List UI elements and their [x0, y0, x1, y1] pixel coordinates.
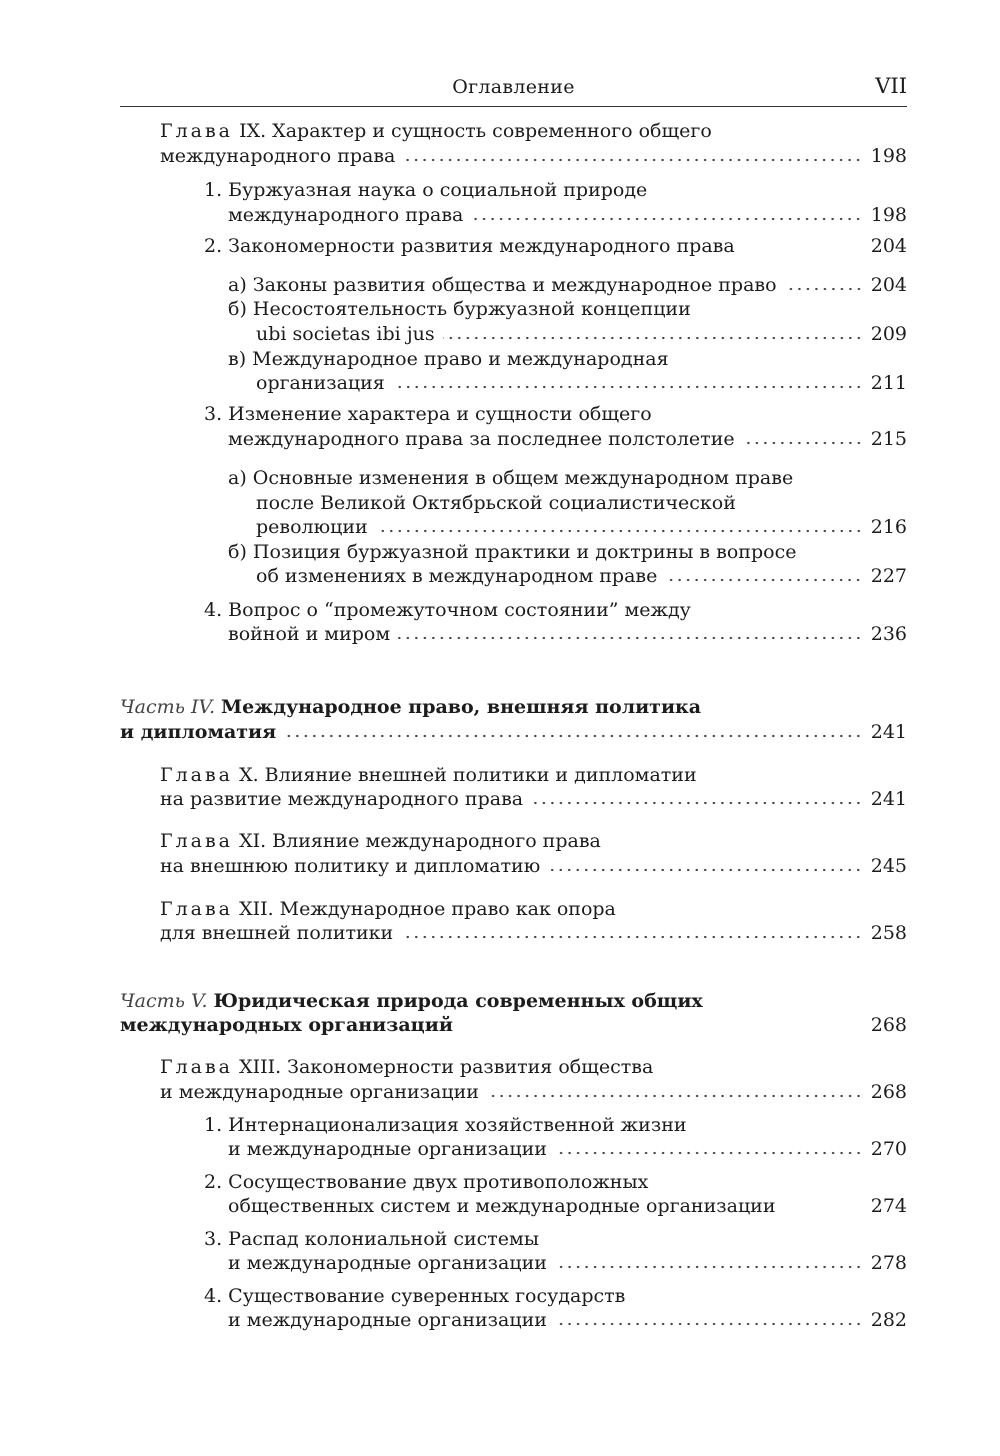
- toc-entry-text: 3. Распад колониальной системы: [204, 1228, 539, 1250]
- toc-entry-text: организация: [256, 372, 385, 394]
- dot-leader: [398, 636, 863, 640]
- dot-leader: [401, 935, 863, 939]
- dot-leader: [555, 1151, 863, 1155]
- dot-leader: [785, 287, 863, 291]
- page-number: VII: [875, 74, 907, 98]
- toc-entry-ix-2b[interactable]: [228, 296, 907, 322]
- toc-entry-ix-2c[interactable]: [228, 346, 907, 372]
- toc-page-number: 270: [870, 1138, 907, 1160]
- chapter-prefix: Глава: [160, 830, 234, 852]
- dot-leader: [471, 217, 862, 221]
- toc-entry-ix-3b[interactable]: [228, 539, 907, 565]
- dot-leader: [531, 801, 863, 805]
- dot-leader: [548, 868, 862, 872]
- toc-entry-text: международного права: [160, 145, 396, 167]
- toc-page-number: 198: [870, 204, 907, 226]
- toc-entry-text: 3. Изменение характера и сущности общего: [204, 403, 652, 425]
- toc-entry-text: 4. Вопрос о “промежуточном состоянии” между: [204, 599, 691, 621]
- toc-entry-part-v[interactable]: [120, 988, 907, 1014]
- toc-entry-chapter-xii-cont[interactable]: [160, 920, 907, 946]
- toc-entry-ix-2a[interactable]: [228, 272, 907, 298]
- dot-leader: [443, 336, 863, 340]
- toc-page-number: 278: [870, 1252, 907, 1274]
- toc-entry-text: об изменениях в международном праве: [256, 565, 658, 587]
- toc-entry-part-iv[interactable]: [120, 694, 907, 720]
- toc-entry-ix-2[interactable]: [204, 233, 907, 259]
- toc-entry-text: на внешнюю политику и дипломатию: [160, 855, 541, 877]
- toc-entry-text: 2. Сосуществование двух противоположных: [204, 1171, 649, 1193]
- toc-entry-text: XIII. Закономерности развития общества: [239, 1056, 654, 1078]
- dot-leader: [393, 385, 863, 389]
- dot-leader: [403, 158, 862, 162]
- dot-leader: [743, 441, 863, 445]
- toc-entry-ix-2c-cont[interactable]: [256, 370, 907, 396]
- running-header-title: Оглавление: [452, 76, 575, 98]
- toc-page-number: 209: [870, 323, 907, 345]
- toc-entry-text: а) Законы развития общества и международное право: [228, 274, 777, 296]
- toc-page-number: 215: [870, 428, 907, 450]
- toc-entry-ix-4-cont[interactable]: [228, 621, 907, 647]
- toc-entry-text: и дипломатия: [120, 721, 277, 743]
- chapter-prefix: Глава: [160, 120, 234, 142]
- toc-page-number: 245: [870, 855, 907, 877]
- toc-entry-text: для внешней политики: [160, 922, 394, 944]
- toc-entry-text: ubi societas ibi jus: [256, 323, 435, 345]
- toc-entry-chapter-xiii-cont[interactable]: [160, 1079, 907, 1105]
- toc-page-number: 227: [870, 565, 907, 587]
- toc-entry-text: и международные организации: [160, 1081, 479, 1103]
- toc-entry-text: 4. Существование суверенных государств: [204, 1285, 626, 1307]
- toc-entry-xiii-4[interactable]: [204, 1283, 907, 1309]
- toc-entry-chapter-x-cont[interactable]: [160, 786, 907, 812]
- toc-page-number: 268: [870, 1014, 907, 1036]
- toc-page-number: 216: [870, 516, 907, 538]
- toc-entry-text: общественных систем и международные организации: [228, 1195, 776, 1217]
- toc-entry-chapter-x[interactable]: [160, 762, 907, 788]
- toc-entry-part-iv-cont[interactable]: [120, 719, 907, 745]
- toc-entry-text: и международные организации: [228, 1252, 547, 1274]
- toc-entry-text: в) Международное право и международная: [228, 348, 669, 370]
- toc-entry-ix-3b-cont[interactable]: [256, 563, 907, 589]
- toc-entry-xiii-3[interactable]: [204, 1226, 907, 1252]
- toc-entry-chapter-ix[interactable]: [160, 118, 907, 144]
- toc-entry-ix-2b-cont[interactable]: [256, 321, 907, 347]
- toc-entry-ix-1[interactable]: [204, 177, 907, 203]
- toc-entry-ix-3[interactable]: [204, 401, 907, 427]
- toc-entry-text: б) Позиция буржуазной практики и доктрины в вопросе: [228, 541, 797, 563]
- toc-entry-text: Международное право, внешняя политика: [221, 696, 702, 718]
- toc-entry-xiii-1-cont[interactable]: [228, 1136, 907, 1162]
- toc-entry-xiii-2[interactable]: [204, 1169, 907, 1195]
- toc-entry-ix-3a[interactable]: [228, 465, 907, 491]
- toc-entry-text: 2. Закономерности развития международного права: [204, 235, 735, 257]
- toc-entry-xiii-2-cont[interactable]: [228, 1193, 907, 1219]
- toc-page-number: 258: [870, 922, 907, 944]
- toc-page-number: 268: [870, 1081, 907, 1103]
- toc-entry-xiii-3-cont[interactable]: [228, 1250, 907, 1276]
- toc-page-number: 282: [870, 1309, 907, 1331]
- toc-entry-ix-3-cont[interactable]: [228, 426, 907, 452]
- toc-entry-chapter-xi[interactable]: [160, 828, 907, 854]
- chapter-prefix: Глава: [160, 898, 234, 920]
- toc-entry-text: б) Несостоятельность буржуазной концепции: [228, 298, 691, 320]
- toc-entry-ix-1-cont[interactable]: [228, 202, 907, 228]
- dot-leader: [555, 1322, 863, 1326]
- toc-entry-text: IX. Характер и сущность современного общего: [239, 120, 712, 142]
- toc-entry-text: 1. Буржуазная наука о социальной природе: [204, 179, 648, 201]
- toc-entry-text: а) Основные изменения в общем международном праве: [228, 467, 794, 489]
- toc-entry-text: революции: [256, 516, 368, 538]
- toc-entry-xiii-4-cont[interactable]: [228, 1307, 907, 1333]
- toc-page-number: 211: [870, 372, 907, 394]
- toc-page-number: 274: [870, 1195, 907, 1217]
- toc-entry-ix-3a-cont2[interactable]: [256, 514, 907, 540]
- dot-leader: [487, 1094, 863, 1098]
- toc-entry-part-v-cont[interactable]: [120, 1012, 907, 1038]
- toc-entry-text: международных организаций: [120, 1014, 453, 1036]
- toc-entry-chapter-ix-cont[interactable]: [160, 143, 907, 169]
- dot-leader: [555, 1265, 863, 1269]
- toc-entry-ix-3a-cont[interactable]: [256, 490, 907, 516]
- dot-leader: [376, 529, 863, 533]
- toc-entry-chapter-xii[interactable]: [160, 896, 907, 922]
- dot-leader: [284, 734, 863, 738]
- toc-entry-chapter-xiii[interactable]: [160, 1054, 907, 1080]
- toc-entry-xiii-1[interactable]: [204, 1112, 907, 1138]
- toc-entry-text: войной и миром: [228, 623, 391, 645]
- toc-page-number: 204: [870, 235, 907, 257]
- chapter-prefix: Глава: [160, 764, 234, 786]
- part-prefix: Часть IV.: [120, 696, 215, 718]
- toc-entry-chapter-xi-cont[interactable]: [160, 853, 907, 879]
- toc-entry-text: после Великой Октябрьской социалистической: [256, 492, 736, 514]
- toc-entry-ix-4[interactable]: [204, 597, 907, 623]
- toc-entry-text: 1. Интернационализация хозяйственной жизни: [204, 1114, 687, 1136]
- toc-entry-text: Юридическая природа современных общих: [213, 990, 703, 1012]
- toc-entry-text: X. Влияние внешней политики и дипломатии: [239, 764, 697, 786]
- toc-entry-text: международного права за последнее полстолетие: [228, 428, 735, 450]
- toc-page-number: 236: [870, 623, 907, 645]
- chapter-prefix: Глава: [160, 1056, 234, 1078]
- toc-entry-text: и международные организации: [228, 1309, 547, 1331]
- toc-page-number: 198: [870, 145, 907, 167]
- toc-page-number: 241: [870, 788, 907, 810]
- part-prefix: Часть V.: [120, 990, 208, 1012]
- toc-entry-text: на развитие международного права: [160, 788, 524, 810]
- toc-entry-text: международного права: [228, 204, 464, 226]
- dot-leader: [665, 578, 862, 582]
- running-header: [120, 74, 907, 107]
- toc-entry-text: и международные организации: [228, 1138, 547, 1160]
- toc-page-number: 241: [870, 721, 907, 743]
- toc-entry-text: XII. Международное право как опора: [239, 898, 616, 920]
- toc-page-number: 204: [870, 274, 907, 296]
- toc-entry-text: XI. Влияние международного права: [239, 830, 601, 852]
